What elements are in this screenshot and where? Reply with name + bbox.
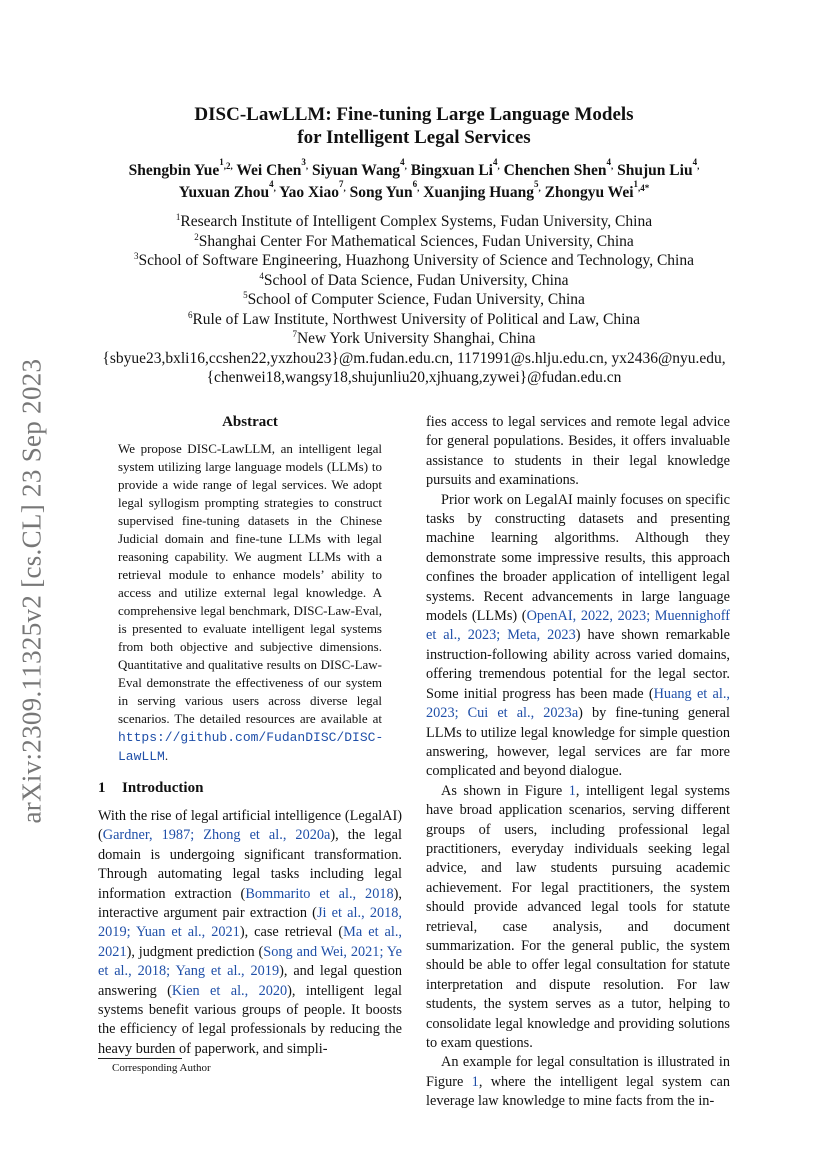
affiliation-marker: 7,: [338, 178, 346, 193]
affiliation-4: $^4$School of Data Science, Fudan University, China: [259, 270, 569, 289]
text-run: ), case retrieval (: [239, 924, 344, 941]
affiliation-marker: 4,: [692, 156, 700, 171]
text-run: ), interactive argument pair extraction (: [98, 885, 402, 922]
affiliation-marker: 5: [243, 289, 248, 300]
affiliations: [40, 212, 788, 388]
text-run: ), judgment prediction (: [126, 943, 264, 960]
citation-link[interactable]: OpenAI, 2022, 2023; Muennighoff et al., 2023; Meta, 2023: [426, 608, 730, 644]
affiliation-marker: 3: [301, 156, 306, 167]
citation-link[interactable]: Gardner, 1987; Zhong et al., 2020a: [102, 827, 331, 844]
text-run: ) by fine-tuning general LLMs to utilize legal knowledge for simple question answering, however, legal services are far more complicated and beyond dialogue.: [426, 705, 730, 780]
abstract-text: We propose DISC-LawLLM, an intelligent legal system utilizing large language models (LLMs) to provide a wide range of legal services. We adopt legal syllogism prompting strategies to construct supervised fine-tuning datasets in the Chinese Judicial domain and fine-tune LLMs with legal reasoning capability. We augment LLMs with a retrieval module to enhance models’ ability to access and utilize external legal knowledge. A comprehensive legal benchmark, DISC-Law-Eval, is presented to evaluate intelligent legal systems from both objective and subjective dimensions. Quantitative and qualitative results on DISC-Law-Eval demonstrate the effectiveness of our system in serving various users across diverse legal scenarios. The detailed resources are available at: [118, 441, 382, 726]
affiliation-marker: 5,: [534, 178, 541, 193]
affiliation-marker: 1: [175, 211, 181, 222]
affiliation-1: $^1$Research Institute of Intelligent Complex Systems, Fudan University, China: [175, 211, 653, 230]
affiliation-marker: 4: [259, 270, 264, 281]
text-run: ), and legal question answering (: [98, 963, 402, 999]
affiliation-marker: 4,: [606, 156, 614, 171]
affiliation-marker: 4,: [400, 156, 407, 171]
affiliation-marker: 1,2,: [219, 156, 233, 171]
affiliation-2: $^2$Shanghai Center For Mathematical Sciences, Fudan University, China: [194, 231, 634, 250]
author-emails-line-1: {sbyue23,bxli16,ccshen22,yxzhou23}@m.fudan.edu.cn, 1171991@s.hlju.edu.cn, yx2436@nyu.edu,: [102, 349, 726, 367]
text-run: ) have shown remarkable instruction-following ability across varied domains, offering tremendous potential for the legal sector. Some initial progress has been made (: [426, 627, 730, 702]
citation-link[interactable]: Kien et al., 2020: [171, 982, 288, 999]
section-heading-introduction: [98, 780, 402, 797]
repository-link[interactable]: https://github.com/FudanDISC/DISC-LawLLM: [118, 730, 384, 764]
author-list: [60, 156, 768, 204]
paper-title: [120, 103, 708, 149]
title-line-1: DISC-LawLLM: Fine-tuning Large Language Models: [194, 104, 634, 125]
affiliation-marker: 4: [269, 178, 274, 189]
text-run: As shown in Figure: [441, 782, 569, 799]
affiliation-marker: 4: [606, 156, 612, 167]
citation-link[interactable]: Ji et al., 2018, 2019; Yuan et al., 2021: [98, 905, 402, 941]
abstract-end: .: [164, 748, 169, 763]
section-number: 1: [98, 780, 106, 796]
title-line-2: for Intelligent Legal Services: [297, 127, 531, 148]
citation-link[interactable]: Ma et al., 2021: [98, 924, 403, 960]
affiliation-5: $^5$School of Computer Science, Fudan University, China: [243, 289, 585, 308]
affiliation-marker: 1,4*: [633, 178, 650, 193]
affiliation-6: $^6$Rule of Law Institute, Northwest University of Political and Law, China: [187, 309, 641, 328]
text-run: With the rise of legal artificial intelligence (LegalAI) (: [98, 808, 402, 844]
affiliation-marker: 2: [194, 231, 199, 242]
figure-reference-link[interactable]: 1: [568, 782, 576, 799]
figure-reference-link[interactable]: 1: [471, 1073, 479, 1090]
intro-paragraph-4: [426, 1053, 730, 1111]
right-column: [426, 413, 730, 1112]
authors-line-2: Yuxuan Zhou$^{^4,}$ Yao Xiao$^{^7,}$ Song Yun$^{^6,}$ Xuanjing Huang$^{^5,}$ Zhongyu Wei$^{^1,4*}$: [178, 178, 650, 201]
authors-line-1: Shengbin Yue$^{^1,2,}$ Wei Chen$^{^3,}$ Siyuan Wang$^{^4,}$ Bingxuan $Li^{^4,}$ Chenchen Shen$^{^4,}$ Shujun Liu$^{^4,}$: [128, 156, 700, 179]
author-emails-line-2: {chenwei18,wangsy18,shujunliu20,xjhuang,zywei}@fudan.edu.cn: [206, 369, 622, 386]
affiliation-marker: 4: [400, 156, 405, 167]
affiliation-3: $^3$School of Software Engineering, Huazhong University of Science and Technology, China: [134, 250, 694, 269]
citation-link[interactable]: Bommarito et al., 2018: [245, 885, 394, 902]
affiliation-marker: 4,: [492, 156, 500, 171]
abstract-heading: Abstract: [222, 414, 278, 430]
left-column: [98, 414, 402, 1059]
text-run: ), the legal domain is undergoing significant transformation. Through automating legal tasks including legal information extraction (: [98, 827, 402, 902]
affiliation-marker: 3,: [301, 156, 309, 171]
affiliation-marker: 6: [412, 178, 418, 189]
affiliation-marker: 3: [134, 250, 139, 261]
affiliation-7: $^7$New York University Shanghai, China: [292, 328, 536, 347]
intro-paragraph-3: [426, 782, 730, 1054]
affiliation-marker: 5: [534, 178, 539, 189]
affiliation-marker: 6: [187, 309, 193, 320]
text-run: , where the intelligent legal system can leverage law knowledge to mine facts from the in-: [426, 1073, 731, 1110]
intro-paragraph-2: [426, 491, 730, 782]
abstract-body: [118, 440, 382, 766]
affiliation-marker: 1: [633, 178, 639, 189]
text-run: , intelligent legal systems have broad application scenarios, serving different groups of users, including professional legal practitioners, everyday individuals seeking legal advice, and law students pursuing academic achievement. For legal practitioners, the system should provide advanced legal tools for statute retrieval, case analysis, and document summarization. For the general public, the system should be able to offer legal consultation for statute interpretation and dispute resolution. For law students, the system serves as a tutor, helping to consolidate legal knowledge and providing solutions to exam questions.: [426, 782, 730, 1051]
citation-link[interactable]: Song and Wei, 2021; Ye et al., 2018; Yang et al., 2019: [98, 943, 402, 980]
text-run: ), intelligent legal systems benefit various groups of people. It boosts the efficiency of legal professionals by reducing the heavy burden of paperwork, and simpli-: [98, 982, 402, 1057]
affiliation-marker: 4,: [269, 178, 276, 193]
intro-paragraph-1-continued: fies access to legal services and remote legal advice for general populations. Besides, it offers invaluable assistance to students in their legal knowledge pursuits and examinations.: [426, 414, 730, 489]
arxiv-identifier-stamp: arXiv:2309.11325v2 [cs.CL] 23 Sep 2023: [16, 358, 47, 824]
section-title: Introduction: [122, 780, 204, 796]
text-run: An example for legal consultation is illustrated in Figure: [426, 1054, 730, 1090]
citation-link[interactable]: Huang et al., 2023; Cui et al., 2023a: [426, 685, 730, 722]
intro-paragraph-1: [98, 807, 402, 1059]
affiliation-marker: 4: [492, 156, 498, 167]
footnote-corresponding-author: Corresponding Author: [112, 1062, 211, 1074]
affiliation-marker: 1: [219, 156, 224, 167]
affiliation-marker: 6,: [412, 178, 420, 193]
affiliation-marker: 7: [338, 178, 344, 189]
text-run: Prior work on LegalAI mainly focuses on specific tasks by constructing datasets and presenting machine learning algorithms. Although they demonstrate some impressive results, this approach confines the broader application of intelligent legal systems. Recent advancements in large language models (LLMs) (: [426, 491, 730, 625]
affiliation-marker: 7: [292, 328, 297, 339]
affiliation-marker: 4: [692, 156, 698, 167]
footnote-divider: [98, 1058, 182, 1059]
